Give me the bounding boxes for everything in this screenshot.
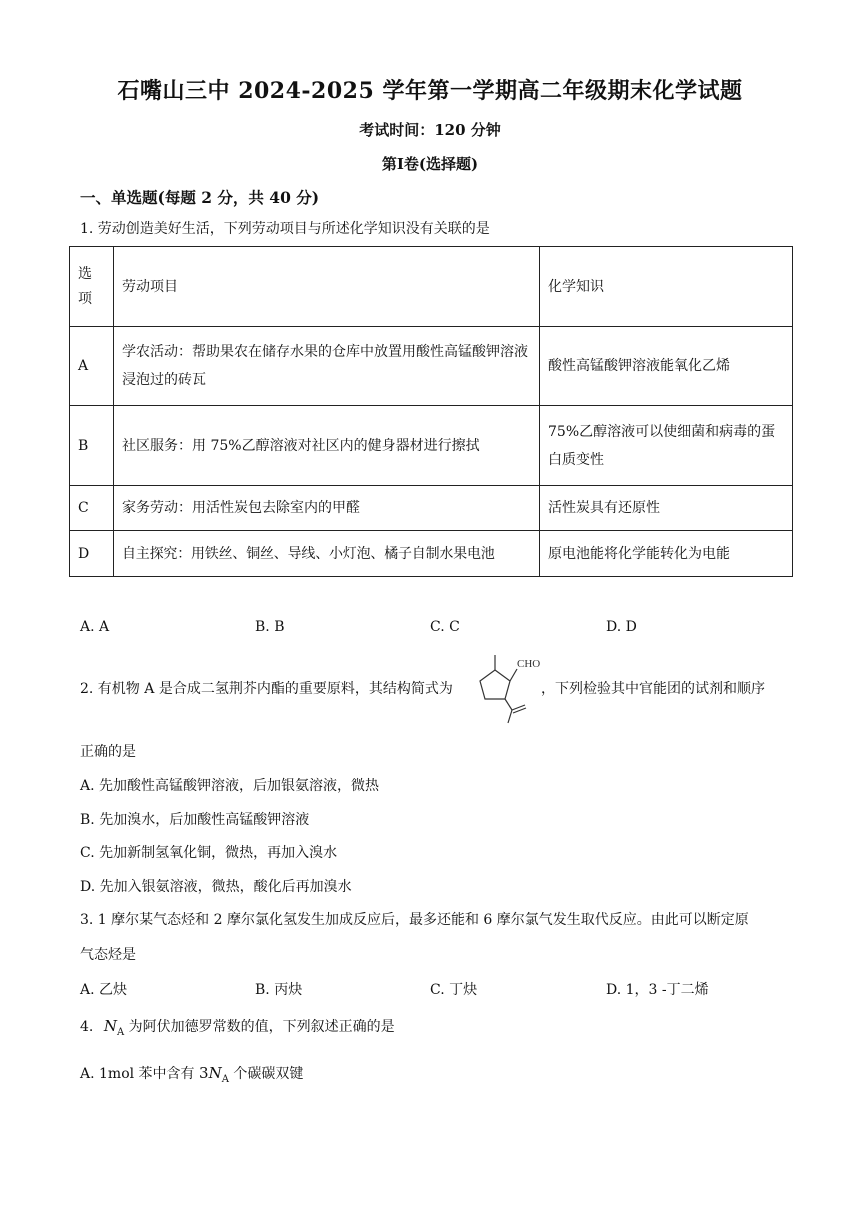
q2-stem-after: ，下列检验其中官能团的试剂和顺序 [541,681,765,697]
row-activity: 社区服务：用 75%乙醇溶液对社区内的健身器材进行擦拭 [114,406,540,486]
exam-time: 考试时间：120 分钟 [359,121,501,139]
q4-option-a-suffix: 个碳碳双键 [233,1066,304,1082]
isopropenyl-bond [505,699,512,710]
row-activity: 家务劳动：用活性炭包去除室内的甲醛 [114,486,540,531]
q1-table [69,246,793,577]
q4-number: 4. [80,1019,94,1035]
q2-option-a[interactable]: A. 先加酸性高锰酸钾溶液，后加银氨溶液，微热 [80,778,380,794]
header-option: 选项 [70,247,114,327]
row-option: A [70,327,114,406]
q3-option-a[interactable]: A. 乙炔 [80,982,128,998]
volume-title: 第Ⅰ卷(选择题) [381,155,479,173]
q2-option-d[interactable]: D. 先加入银氨溶液，微热，酸化后再加溴水 [80,879,352,895]
q2-stem-before: 2. 有机物 A 是合成二氢荆芥内酯的重要原料，其结构简式为 [80,681,453,697]
table-header-row [70,247,793,327]
row-activity: 自主探究：用铁丝、铜丝、导线、小灯泡、橘子自制水果电池 [114,531,540,577]
header-activity: 劳动项目 [114,247,540,327]
q1-option-c[interactable]: C. C [430,619,460,635]
na-symbol: N [103,1017,117,1035]
q2-option-b[interactable]: B. 先加溴水，后加酸性高锰酸钾溶液 [80,812,310,828]
na-subscript: A [221,1073,229,1085]
q4-stem-text: 为阿伏加德罗常数的值，下列叙述正确的是 [128,1019,395,1035]
q1-option-a[interactable]: A. A [80,619,110,635]
q3-option-d[interactable]: D. 1，3 -丁二烯 [606,982,709,998]
header-knowledge: 化学知识 [540,247,793,327]
q1-option-d[interactable]: D. D [606,619,637,635]
row-option: B [70,406,114,486]
q3-stem-line2: 气态烃是 [80,947,136,963]
q2-stem-line2: 正确的是 [80,744,136,760]
q4-option-a-coef: 3 [199,1064,209,1082]
na-symbol: N [208,1064,222,1082]
structure-formula-image [470,652,550,726]
row-knowledge: 75%乙醇溶液可以使细菌和病毒的蛋白质变性 [540,406,793,486]
table-row [70,327,793,406]
row-option: C [70,486,114,531]
row-knowledge: 酸性高锰酸钾溶液能氧化乙烯 [540,327,793,406]
q4-stem [80,1016,395,1043]
row-option: D [70,531,114,577]
q1-option-b[interactable]: B. B [255,619,285,635]
q3-stem-line1: 3. 1 摩尔某气态烃和 2 摩尔氯化氢发生加成反应后，最多还能和 6 摩尔氯气发生取代反应。由此可以断定原 [80,912,749,928]
q1-stem: 1. 劳动创造美好生活，下列劳动项目与所述化学知识没有关联的是 [80,221,490,237]
ring-bond [480,670,510,699]
q3-option-c[interactable]: C. 丁炔 [430,982,478,998]
cho-bond [510,669,517,681]
cho-label: CHO [517,658,541,670]
table-row [70,486,793,531]
table-row [70,406,793,486]
q4-option-a-prefix: A. 1mol 苯中含有 [80,1066,195,1082]
row-activity: 学农活动：帮助果农在储存水果的仓库中放置用酸性高锰酸钾溶液浸泡过的砖瓦 [114,327,540,406]
q3-option-b[interactable]: B. 丙炔 [255,982,303,998]
row-knowledge: 原电池能将化学能转化为电能 [540,531,793,577]
na-subscript: A [116,1026,125,1038]
row-knowledge: 活性炭具有还原性 [540,486,793,531]
q2-option-c[interactable]: C. 先加新制氢氧化铜，微热，再加入溴水 [80,845,338,861]
q4-option-a[interactable] [80,1063,303,1090]
section-title: 一、单选题(每题 2 分，共 40 分) [80,188,320,207]
exam-title: 石嘴山三中 2024-2025 学年第一学期高二年级期末化学试题 [117,78,743,104]
isopropenyl-methyl [508,710,512,723]
table-row [70,531,793,577]
